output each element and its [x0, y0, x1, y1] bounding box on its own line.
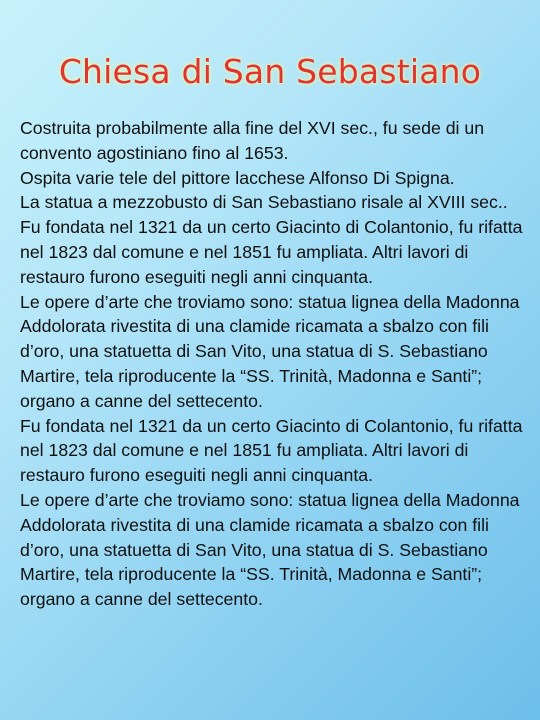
paragraph-artworks: Le opere d’arte che troviamo sono: statua lignea della Madonna Addolorata rivestita di una clamide ricamata a sbalzo con fili d’oro, una statuetta di San Vito, una statua di S. Sebastiano Martire, tela riproducente la “SS. Trinità, Madonna e Santi”; organo a canne del settecento. — [20, 291, 520, 411]
paragraph-statue-history: La statua a mezzobusto di San Sebastiano risale al XVIII sec.. Fu fondata nel 1321 da un certo Giacinto di Colantonio, fu rifatta nel 1823 dal comune e nel 1851 fu ampliata. Altri lavori di restauro furono eseguiti negli anni cinquanta. — [20, 192, 523, 287]
paragraph-origin: Costruita probabilmente alla fine del XVI sec., fu sede di un convento agostiniano fino al 1653. — [20, 118, 485, 163]
paragraph-artworks-repeat: Le opere d’arte che troviamo sono: statua lignea della Madonna Addolorata rivestita di una clamide ricamata a sbalzo con fili d’oro, una statuetta di San Vito, una statua di S. Sebastiano Martire, tela riproducente la “SS. Trinità, Madonna e Santi”; organo a canne del settecento. — [20, 489, 520, 610]
slide-body — [20, 116, 532, 612]
paragraph-paintings: Ospita varie tele del pittore lacchese Alfonso Di Spigna. — [20, 167, 455, 188]
paragraph-history-repeat: Fu fondata nel 1321 da un certo Giacinto di Colantonio, fu rifatta nel 1823 dal comune e nel 1851 fu ampliata. Altri lavori di restauro furono eseguiti negli anni cinquanta. — [20, 415, 523, 486]
slide-title: Chiesa di San Sebastiano — [58, 52, 482, 91]
